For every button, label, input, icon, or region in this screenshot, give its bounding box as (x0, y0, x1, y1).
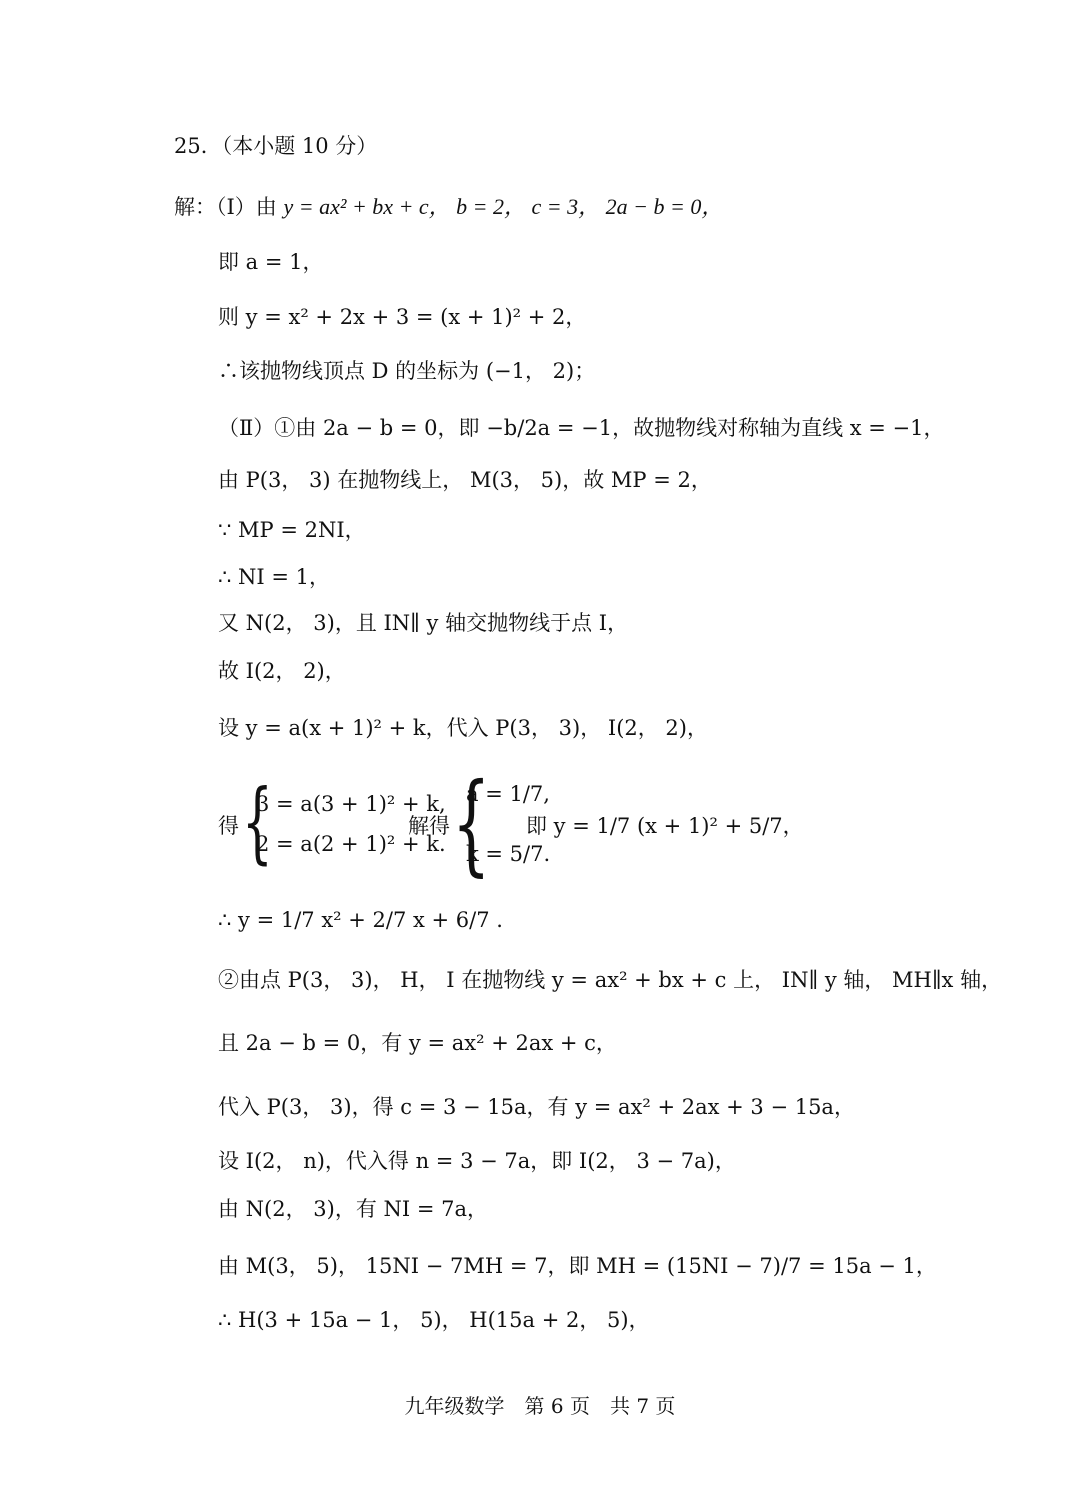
solution-a: a = 1/7, (466, 782, 550, 806)
solution-line-5: （Ⅱ）①由 2a − b = 0，即 −b/2a = −1，故抛物线对称轴为直线 x = −1， (218, 416, 945, 440)
solution-line-8: ∴ NI = 1， (218, 565, 331, 589)
system-result: 即 y = 1/7 (x + 1)² + 5/7， (526, 814, 804, 838)
system-equation-2: 2 = a(2 + 1)² + k. (256, 832, 446, 856)
solution-k: k = 5/7. (466, 842, 551, 866)
solution-line-4: ∴该抛物线顶点 D 的坐标为 (−1， 2)； (218, 359, 596, 383)
solution-line-20: ∴ H(3 + 15a − 1， 5)， H(15a + 2， 5)， (218, 1308, 650, 1332)
solution-line-1 (174, 196, 723, 218)
solution-line-14: ②由点 P(3， 3)， H， I 在抛物线 y = ax² + bx + c 上， IN∥ y 轴， MH∥x 轴， (218, 968, 1003, 992)
solution-line-9: 又 N(2， 3)，且 IN∥ y 轴交抛物线于点 I， (218, 611, 629, 635)
system-equation-1: 3 = a(3 + 1)² + k, (256, 792, 446, 816)
system-prefix: 得 (218, 814, 239, 838)
solution-line-19: 由 M(3， 5)， 15NI − 7MH = 7，即 MH = (15NI − 7)/7 = 15a − 1， (218, 1254, 937, 1278)
solution-line-13: ∴ y = 1/7 x² + 2/7 x + 6/7 . (218, 908, 503, 932)
solution-line-2: 即 a = 1， (218, 250, 324, 274)
right-brace-icon: { (452, 759, 491, 887)
solution-line-11: 设 y = a(x + 1)² + k，代入 P(3， 3)， I(2， 2)， (218, 716, 708, 740)
solution-line-15: 且 2a − b = 0，有 y = ax² + 2ax + c， (218, 1031, 617, 1055)
equation-system-block (218, 759, 918, 888)
solution-line-6: 由 P(3， 3) 在抛物线上， M(3， 5)，故 MP = 2， (218, 468, 712, 492)
solution-line-10: 故 I(2， 2)， (218, 659, 346, 683)
given-conditions: y = ax² + bx + c， b = 2， c = 3， 2a − b = 0， (283, 194, 724, 219)
solution-line-16: 代入 P(3， 3)，得 c = 3 − 15a，有 y = ax² + 2ax + 3 − 15a， (218, 1095, 855, 1119)
solution-line-18: 由 N(2， 3)，有 NI = 7a， (218, 1197, 489, 1221)
solution-line-17: 设 I(2， n)，代入得 n = 3 − 7a，即 I(2， 3 − 7a)， (218, 1149, 736, 1173)
page-footer: 九年级数学 第 6 页 共 7 页 (404, 1394, 676, 1418)
solution-line-3: 则 y = x² + 2x + 3 = (x + 1)² + 2， (218, 305, 587, 329)
problem-header: 25．（本小题 10 分） (174, 134, 378, 158)
solution-line-7: ∵ MP = 2NI， (218, 518, 366, 542)
system-solve-word: 解得 (408, 814, 450, 838)
left-brace-icon: { (242, 770, 273, 873)
solution-label: 解：（Ⅰ）由 (174, 195, 277, 219)
